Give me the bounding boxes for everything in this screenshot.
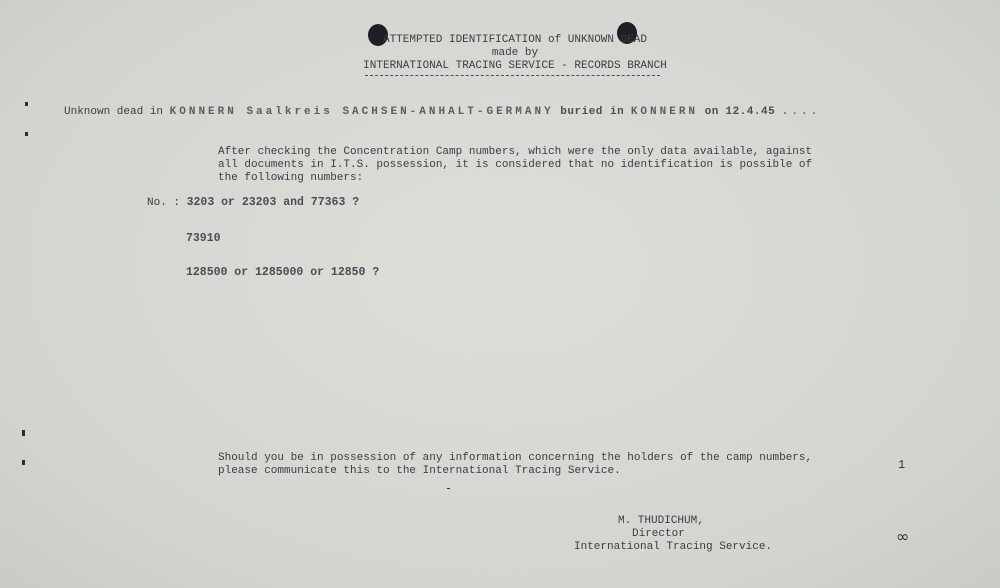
- camp-numbers-1: 3203 or 23203 and 77363 ?: [186, 196, 360, 209]
- infinity-mark: ∞: [896, 527, 910, 546]
- margin-mark: [447, 488, 450, 489]
- buried-place: KONNERN: [630, 106, 699, 118]
- header-title: ATTEMPTED IDENTIFICATION of UNKNOWN DEAD: [382, 34, 648, 46]
- header-branch: INTERNATIONAL TRACING SERVICE - RECORDS BRANCH: [363, 60, 667, 72]
- location-text: KONNERN Saalkreis SACHSEN-ANHALT-GERMANY: [169, 106, 554, 118]
- document-header: [360, 34, 670, 73]
- dotted-trail: ....: [781, 106, 821, 118]
- signatory-title: Director: [632, 528, 685, 540]
- margin-mark: [25, 102, 28, 106]
- camp-numbers-3: 128500 or 1285000 or 12850 ?: [186, 266, 380, 279]
- header-made-by: made by: [491, 47, 539, 59]
- numbers-label: No. :: [147, 197, 181, 209]
- signatory-organization: International Tracing Service.: [574, 541, 773, 553]
- margin-mark: [25, 132, 28, 136]
- burial-date: 12.4.45: [725, 106, 776, 118]
- margin-tick-mark: 1: [898, 458, 906, 472]
- buried-label: buried in: [560, 106, 625, 118]
- numbers-first-line: [147, 196, 359, 209]
- signature-block: [574, 515, 772, 554]
- signatory-name: M. THUDICHUM,: [618, 515, 704, 527]
- unknown-dead-line: [64, 106, 820, 118]
- camp-numbers-2: 73910: [186, 232, 221, 245]
- unknown-dead-prefix: Unknown dead in: [64, 106, 164, 118]
- margin-mark: [22, 460, 25, 465]
- checking-paragraph: After checking the Concentration Camp numbers, which were the only data available, against all documents in I.T.S. possession, it is considered that no identification is possible of the following numbers:: [218, 146, 813, 184]
- margin-mark: [22, 430, 25, 436]
- on-label: on: [704, 106, 719, 118]
- request-paragraph: Should you be in possession of any information concerning the holders of the camp numbers, please communicate this to the International Tracing Service.: [218, 452, 813, 477]
- header-underline: [365, 75, 660, 76]
